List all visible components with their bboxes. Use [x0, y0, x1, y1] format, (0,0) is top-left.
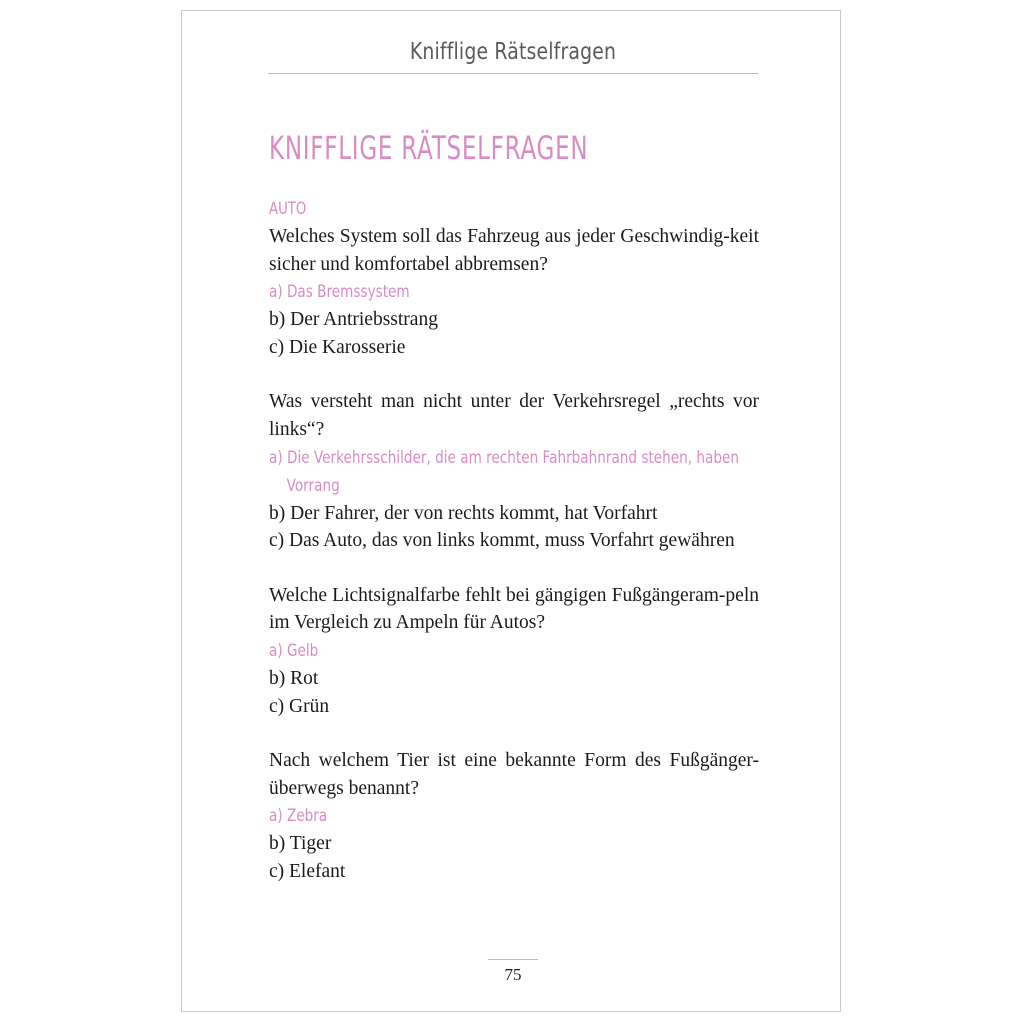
chapter-title: KNIFFLIGE RÄTSELFRAGEN	[269, 129, 589, 167]
answer-option: c) Grün	[269, 695, 330, 717]
answer-option: b) Tiger	[269, 833, 332, 855]
footer-rule	[488, 959, 538, 960]
quiz-question-3	[269, 582, 759, 720]
spacer	[269, 361, 759, 388]
header-rule	[268, 73, 758, 74]
quiz-question-2	[269, 388, 759, 554]
answer-option: b) Der Antriebsstrang	[269, 309, 438, 331]
answer-option: b) Rot	[269, 667, 319, 689]
question-text: Welches System soll das Fahrzeug aus jeder Geschwindig-keit sicher und komfortabel abbremsen?	[269, 226, 759, 275]
quiz-question-4	[269, 747, 759, 885]
correct-answer: a) Gelb	[269, 640, 319, 661]
correct-answer: a) Die Verkehrsschilder, die am rechten Fahrbahnrand stehen, haben Vorrang	[269, 447, 739, 496]
answer-option: b) Der Fahrer, der von rechts kommt, hat Vorfahrt	[269, 502, 658, 524]
answer-option: c) Elefant	[269, 860, 346, 882]
page-content	[269, 125, 759, 886]
answer-option: c) Das Auto, das von links kommt, muss Vorfahrt gewähren	[269, 530, 735, 552]
question-text: Welche Lichtsignalfarbe fehlt bei gängigen Fußgängeram-peln im Vergleich zu Ampeln für Autos?	[269, 584, 759, 634]
spacer	[269, 720, 759, 747]
section-label: AUTO	[269, 199, 307, 219]
running-head: Knifflige Rätselfragen	[409, 39, 617, 65]
spacer	[269, 555, 759, 582]
answer-option: c) Die Karosserie	[269, 336, 406, 358]
quiz-question-1	[269, 223, 759, 361]
book-page	[181, 10, 841, 1012]
question-text: Nach welchem Tier ist eine bekannte Form des Fußgänger-überwegs benannt?	[269, 750, 759, 799]
question-text: Was versteht man nicht unter der Verkehrsregel „rechts vor links“?	[269, 391, 759, 440]
correct-answer: a) Zebra	[269, 806, 328, 827]
correct-answer: a) Das Bremssystem	[269, 282, 410, 303]
page-number: 75	[504, 965, 522, 984]
